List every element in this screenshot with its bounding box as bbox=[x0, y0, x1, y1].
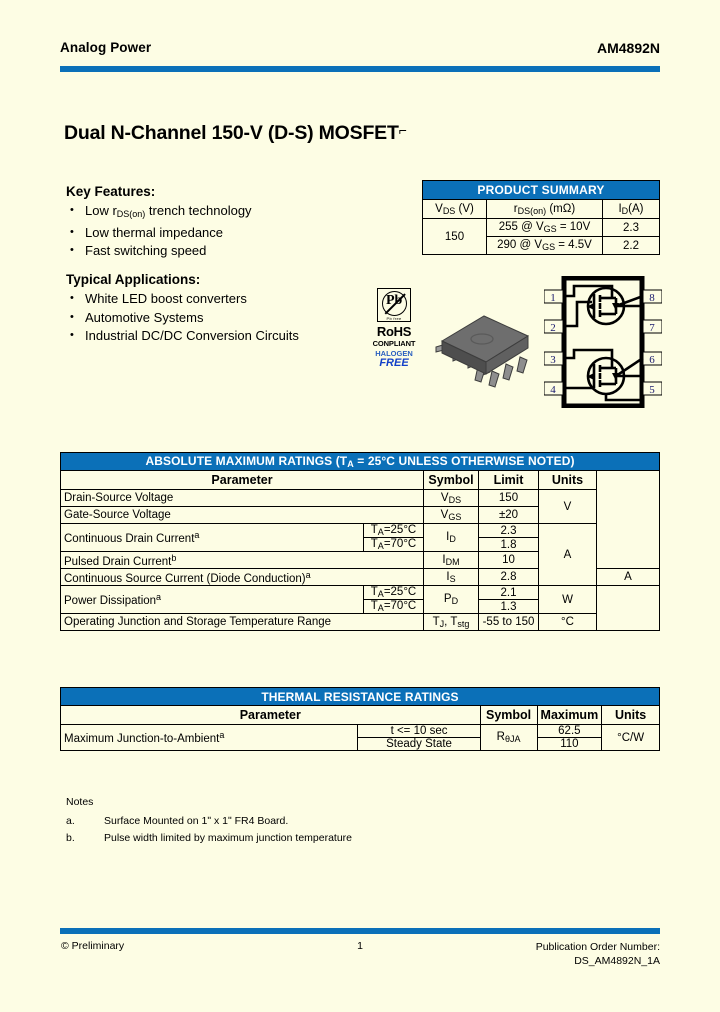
table-row bbox=[61, 614, 660, 631]
pin-label-8: 8 bbox=[649, 292, 655, 304]
cell-symbol: $P_D$ bbox=[424, 586, 479, 614]
list-item: • White LED boost converters bbox=[66, 290, 299, 309]
feature-rdson-pre: Low r bbox=[85, 203, 117, 218]
cell-vds-value: 150 bbox=[423, 219, 487, 255]
cell-condition: Steady State bbox=[358, 738, 480, 751]
pin-label-5: 5 bbox=[649, 384, 655, 396]
rohs-line2: CONPLIANT bbox=[372, 339, 416, 348]
cell-rdson-10v: 255 @ $V_{GS} = 10V$ bbox=[487, 219, 603, 237]
cell-id-45v: 2.2 bbox=[603, 237, 660, 255]
cell-units: W bbox=[539, 586, 597, 614]
amr-header-limit: Limit bbox=[479, 471, 539, 490]
cell-parameter: Pulsed Drain Current$^b$ bbox=[61, 552, 424, 569]
page-number: 1 bbox=[357, 940, 363, 952]
cell-units: V bbox=[539, 490, 597, 524]
cell-units: °C/W bbox=[602, 725, 660, 751]
cell-limit: 2.8 bbox=[479, 569, 539, 586]
part-number: AM4892N bbox=[596, 40, 660, 56]
publication-label: Publication Order Number: bbox=[535, 941, 660, 953]
list-item bbox=[66, 202, 252, 224]
rohs-logo bbox=[368, 288, 420, 369]
amr-header-parameter: Parameter bbox=[61, 471, 424, 490]
cell-symbol: $I_{DM}$ bbox=[424, 552, 479, 569]
pb-symbol: Pb bbox=[386, 293, 403, 308]
mosfet-symbol-bottom bbox=[563, 350, 643, 400]
cell-limit: 2.3 bbox=[479, 524, 539, 538]
pin-label-1: 1 bbox=[550, 292, 556, 304]
list-item: • Industrial DC/DC Conversion Circuits bbox=[66, 327, 299, 346]
cell-condition: $T_A=25^\circ C$ bbox=[364, 524, 424, 538]
table-row bbox=[423, 219, 660, 237]
table-row bbox=[423, 181, 660, 200]
cell-condition: $T_A=70^\circ C$ bbox=[364, 538, 424, 552]
cell-symbol: $I_D$ bbox=[424, 524, 479, 552]
table-row bbox=[61, 524, 660, 538]
cell-symbol: $T_J$, $T_{stg}$ bbox=[424, 614, 479, 631]
trr-banner: THERMAL RESISTANCE RATINGS bbox=[61, 688, 660, 706]
cell-condition: $T_A=70^\circ C$ bbox=[364, 600, 424, 614]
pb-caption: Pb free bbox=[386, 316, 402, 321]
typical-applications-block bbox=[66, 272, 299, 346]
cell-symbol: $V_{DS}$ bbox=[424, 490, 479, 507]
cell-rdson-45v: 290 @ $V_{GS} = 4.5V$ bbox=[487, 237, 603, 255]
cell-limit: 10 bbox=[479, 552, 539, 569]
cell-units: A bbox=[597, 569, 660, 586]
cell-parameter: Drain-Source Voltage bbox=[61, 490, 424, 507]
table-row bbox=[61, 706, 660, 725]
rohs-line3: HALOGEN bbox=[375, 349, 413, 358]
footer-rule bbox=[60, 928, 660, 934]
cell-symbol: $I_S$ bbox=[424, 569, 479, 586]
list-item: • Fast switching speed bbox=[66, 242, 252, 261]
page-header bbox=[60, 40, 660, 66]
trr-header-units: Units bbox=[602, 706, 660, 725]
cell-units: A bbox=[539, 524, 597, 586]
column-header-id: $I_D(A)$ bbox=[603, 200, 660, 219]
pin-label-3: 3 bbox=[550, 354, 556, 366]
publication-order-number bbox=[536, 940, 660, 968]
pin-label-4: 4 bbox=[550, 384, 556, 396]
cell-limit: -55 to 150 bbox=[479, 614, 539, 631]
cell-parameter: Maximum Junction-to-Ambient$^a$ bbox=[61, 725, 358, 751]
absolute-maximum-ratings-table bbox=[60, 452, 660, 631]
key-features-block bbox=[66, 184, 252, 261]
thermal-resistance-ratings-table bbox=[60, 687, 660, 751]
title-trailing-glyph: ⌐ bbox=[398, 122, 407, 138]
table-row bbox=[423, 200, 660, 219]
product-summary-banner: PRODUCT SUMMARY bbox=[423, 181, 660, 200]
table-row bbox=[61, 688, 660, 706]
rohs-line1: RoHS bbox=[376, 324, 412, 339]
cell-limit: 150 bbox=[479, 490, 539, 507]
lead-free-icon bbox=[377, 288, 411, 322]
page-footer bbox=[60, 940, 660, 980]
publication-code: DS_AM4892N_1A bbox=[574, 955, 660, 967]
note-item bbox=[66, 815, 566, 827]
product-summary-table bbox=[422, 180, 660, 255]
cell-parameter: Power Dissipation$^a$ bbox=[61, 586, 364, 614]
mosfet-symbol-top bbox=[563, 286, 643, 326]
trr-header-symbol: Symbol bbox=[480, 706, 537, 725]
note-key: b. bbox=[66, 832, 75, 844]
footer-left: © Preliminary bbox=[61, 940, 125, 952]
company-name: Analog Power bbox=[60, 40, 152, 55]
cell-symbol: $R_{\theta JA}$ bbox=[480, 725, 537, 751]
mosfet-arrows-top bbox=[587, 303, 619, 310]
pin-label-6: 6 bbox=[649, 354, 655, 366]
cell-limit: ±20 bbox=[479, 507, 539, 524]
table-row bbox=[61, 725, 660, 738]
cell-units: °C bbox=[539, 614, 597, 631]
table-row bbox=[61, 471, 660, 490]
cell-condition: t <= 10 sec bbox=[358, 725, 480, 738]
list-item: • Automotive Systems bbox=[66, 309, 299, 328]
so8-package-image bbox=[428, 300, 540, 392]
amr-header-symbol: Symbol bbox=[424, 471, 479, 490]
page-title bbox=[64, 122, 407, 145]
feature-rdson-post: trench technology bbox=[145, 203, 252, 218]
trr-header-parameter: Parameter bbox=[61, 706, 481, 725]
cell-parameter: Gate-Source Voltage bbox=[61, 507, 424, 524]
amr-banner: ABSOLUTE MAXIMUM RATINGS ($T_A = 25^\circ C$ UNLESS OTHERWISE NOTED) bbox=[61, 453, 660, 471]
cell-maximum: 110 bbox=[537, 738, 602, 751]
typical-applications-list bbox=[66, 290, 299, 346]
cell-maximum: 62.5 bbox=[537, 725, 602, 738]
page-title-text: Dual N-Channel 150-V (D-S) MOSFET bbox=[64, 122, 399, 144]
notes-section bbox=[66, 796, 566, 849]
notes-heading: Notes bbox=[66, 796, 94, 808]
typical-applications-heading: Typical Applications: bbox=[66, 272, 201, 287]
cell-parameter: Continuous Drain Current$^a$ bbox=[61, 524, 364, 552]
feature-rdson-sub: DS(on) bbox=[116, 209, 146, 219]
pinout-diagram bbox=[544, 276, 662, 408]
cell-parameter: Continuous Source Current (Diode Conduction)$^a$ bbox=[61, 569, 424, 586]
column-header-vds: $V_{DS}$ (V) bbox=[423, 200, 487, 219]
note-item bbox=[66, 832, 566, 844]
cell-id-10v: 2.3 bbox=[603, 219, 660, 237]
cell-symbol: $V_{GS}$ bbox=[424, 507, 479, 524]
pin-label-7: 7 bbox=[649, 322, 655, 334]
amr-header-units: Units bbox=[539, 471, 597, 490]
pin-label-2: 2 bbox=[550, 322, 556, 334]
cell-limit: 2.1 bbox=[479, 586, 539, 600]
column-header-rdson: $r_{DS(on)}$ (mΩ) bbox=[487, 200, 603, 219]
table-row bbox=[61, 453, 660, 471]
key-features-heading: Key Features: bbox=[66, 184, 156, 199]
cell-condition: $T_A=25^\circ C$ bbox=[364, 586, 424, 600]
table-row bbox=[61, 586, 660, 600]
note-text: Surface Mounted on 1ʺ x 1ʺ FR4 Board. bbox=[104, 815, 289, 827]
header-rule bbox=[60, 66, 660, 72]
cell-parameter: Operating Junction and Storage Temperature Range bbox=[61, 614, 424, 631]
trr-header-maximum: Maximum bbox=[537, 706, 602, 725]
list-item: • Low thermal impedance bbox=[66, 224, 252, 243]
key-features-list bbox=[66, 202, 252, 261]
table-row bbox=[61, 490, 660, 507]
note-key: a. bbox=[66, 815, 75, 827]
mosfet-arrows-bottom bbox=[587, 373, 619, 380]
note-text: Pulse width limited by maximum junction temperature bbox=[104, 832, 353, 844]
rohs-line4: FREE bbox=[379, 357, 409, 369]
cell-limit: 1.8 bbox=[479, 538, 539, 552]
cell-limit: 1.3 bbox=[479, 600, 539, 614]
